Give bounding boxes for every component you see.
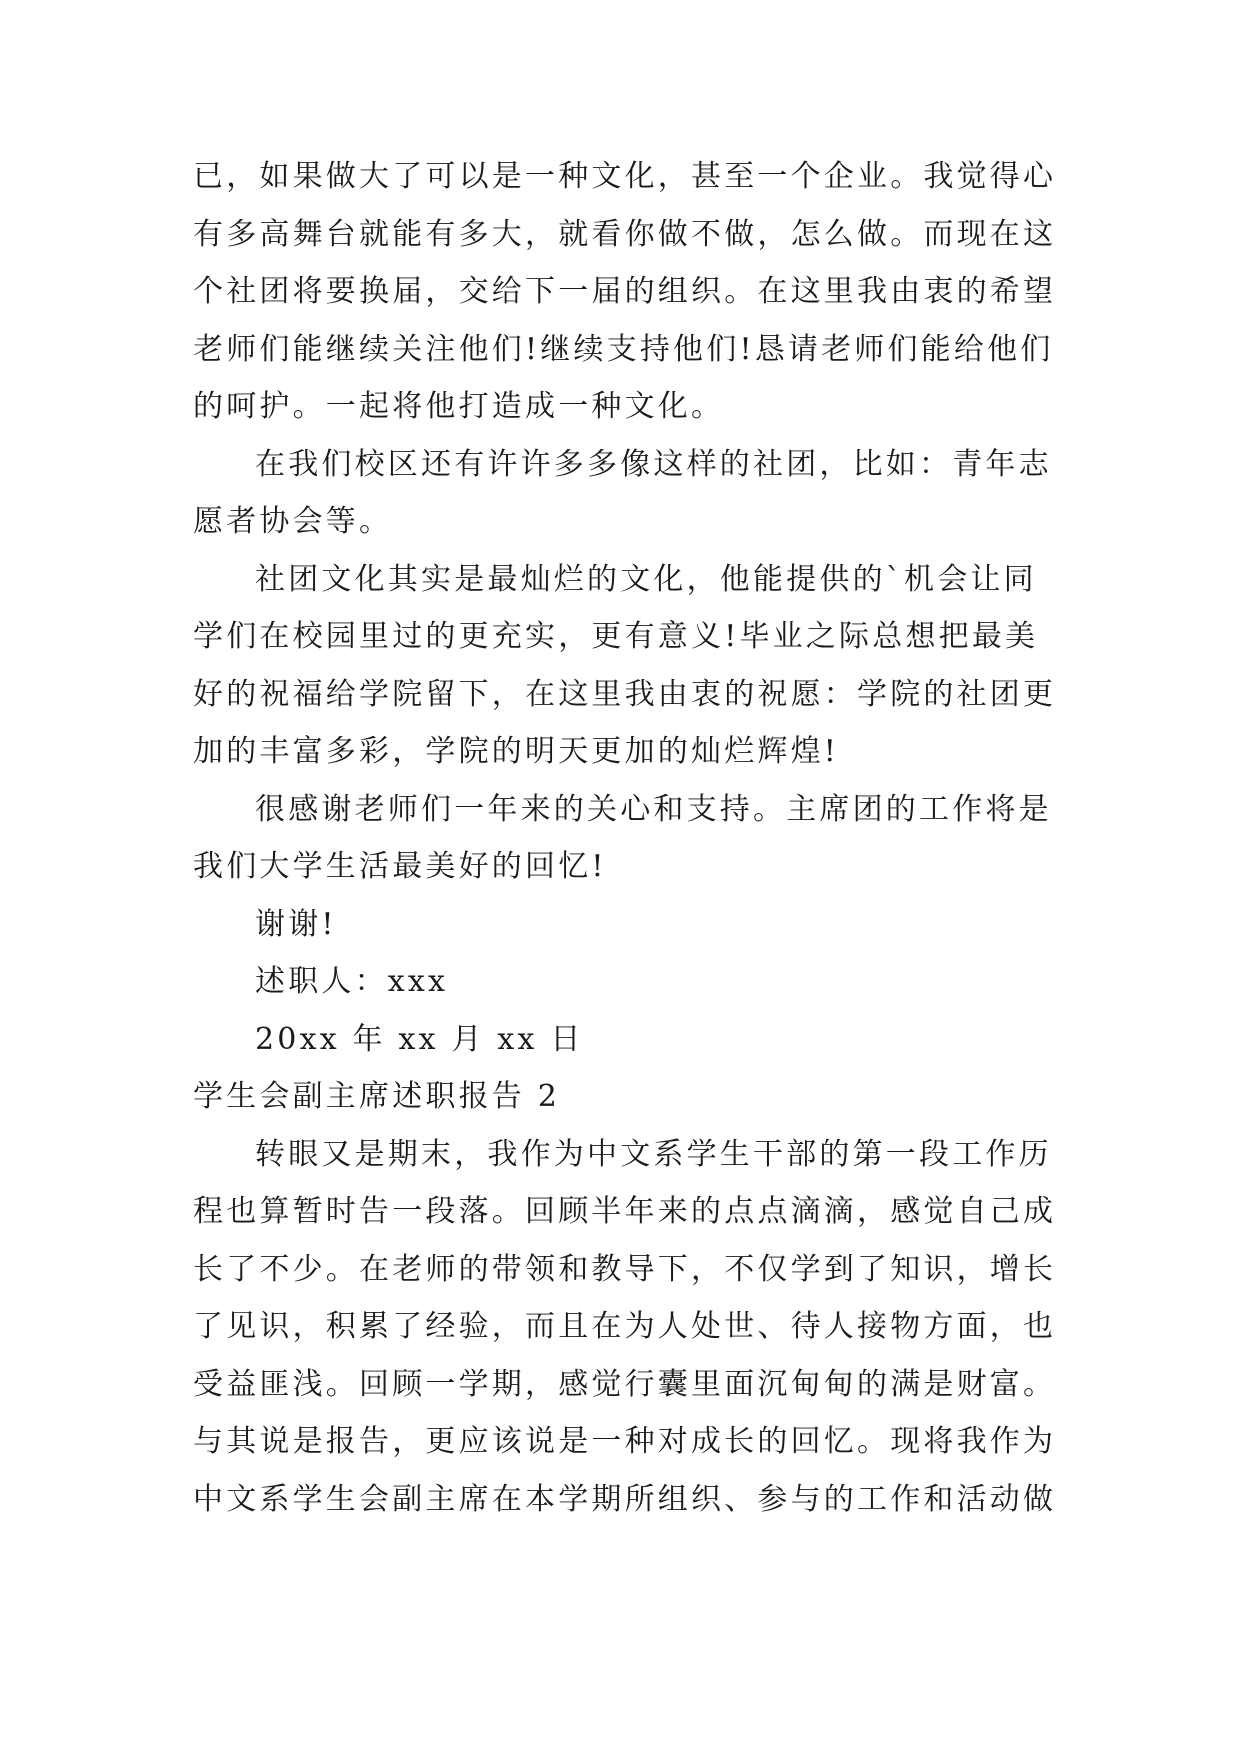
text-line: 了见识，积累了经验，而且在为人处世、待人接物方面，也	[193, 1309, 1057, 1344]
text-line: 有多高舞台就能有多大，就看你做不做，怎么做。而现在这	[193, 216, 1057, 252]
paragraph-first-line: 社团文化其实是最灿烂的文化，他能提供的`机会让同	[255, 561, 1037, 597]
text-line: 老师们能继续关注他们!继续支持他们!恳请老师们能给他们	[193, 331, 1054, 367]
text-line: 个社团将要换届，交给下一届的组织。在这里我由衷的希望	[193, 274, 1057, 309]
text-line: 学们在校园里过的更充实，更有意义!毕业之际总想把最美	[193, 619, 1039, 654]
text-line: 的呵护。一起将他打造成一种文化。	[193, 389, 725, 424]
text-line: 好的祝福给学院留下，在这里我由衷的祝愿：学院的社团更	[193, 676, 1057, 712]
text-line: 与其说是报告，更应该说是一种对成长的回忆。现将我作为	[193, 1424, 1057, 1459]
text-line: 愿者协会等。	[193, 504, 393, 539]
thanks-line: 谢谢!	[255, 906, 337, 942]
text-line: 中文系学生会副主席在本学期所组织、参与的工作和活动做	[193, 1481, 1057, 1517]
section-title: 学生会副主席述职报告 2	[193, 1079, 561, 1114]
paragraph-first-line: 很感谢老师们一年来的关心和支持。主席团的工作将是	[255, 791, 1052, 827]
text-line: 已，如果做大了可以是一种文化，甚至一个企业。我觉得心	[193, 159, 1057, 194]
document-body	[193, 148, 1073, 1528]
reporter-line: 述职人：xxx	[255, 964, 449, 999]
text-line: 程也算暂时告一段落。回顾半年来的点点滴滴，感觉自己成	[193, 1194, 1057, 1229]
date-line: 20xx 年 xx 月 xx 日	[255, 1021, 584, 1057]
text-line: 长了不少。在老师的带领和教导下，不仅学到了知识，增长	[193, 1251, 1057, 1287]
paragraph-first-line: 在我们校区还有许许多多像这样的社团，比如：青年志	[255, 446, 1052, 482]
text-line: 加的丰富多彩，学院的明天更加的灿烂辉煌!	[193, 734, 840, 769]
paragraph-first-line: 转眼又是期末，我作为中文系学生干部的第一段工作历	[255, 1136, 1052, 1172]
text-line: 我们大学生活最美好的回忆!	[193, 849, 607, 884]
text-line: 受益匪浅。回顾一学期，感觉行囊里面沉甸甸的满是财富。	[193, 1366, 1057, 1402]
